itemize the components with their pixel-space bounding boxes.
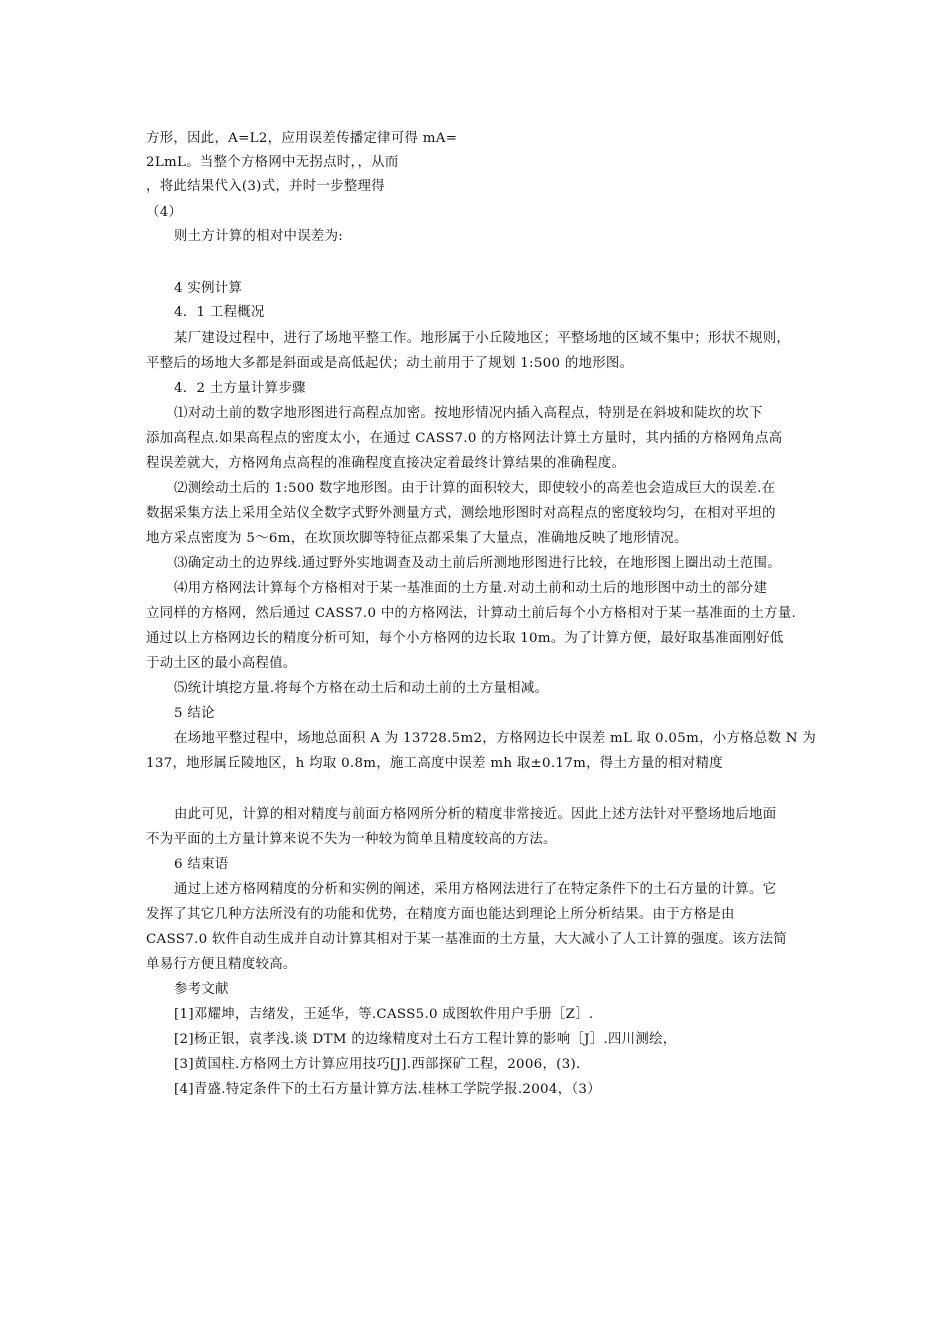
equation-number: （4） (146, 205, 183, 220)
text-line: 地方采点密度为 5～6m，在坎顶坎脚等特征点都采集了大量点，准确地反映了地形情况。 (146, 531, 688, 546)
text-line: 方形，因此，A=L2，应用误差传播定律可得 mA= (146, 131, 458, 146)
section-heading: 4 实例计算 (174, 281, 243, 296)
text-line: 在场地平整过程中，场地总面积 A 为 13728.5m2，方格网边长中误差 mL 取 0.05m，小方格总数 N 为 (174, 731, 817, 746)
text-line: CASS7.0 软件自动生成并自动计算其相对于某一基准面的土方量，大大减小了人工计算的强度。该方法简 (146, 932, 787, 947)
text-line: 立同样的方格网，然后通过 CASS7.0 中的方格网法，计算动土前后每个小方格相对于某一基准面的土方量. (146, 606, 797, 621)
text-line: 平整后的场地大多都是斜面或是高低起伏；动土前用于了规划 1:500 的地形图。 (146, 356, 634, 371)
references-heading: 参考文献 (174, 982, 229, 997)
text-line: ⑴对动土前的数字地形图进行高程点加密。按地形情况内插入高程点，特别是在斜坡和陡坎的坎下 (174, 406, 763, 421)
text-line: ⑶确定动土的边界线.通过野外实地调查及动土前后所测地形图进行比较，在地形图上圈出动土范围。 (174, 556, 781, 571)
text-line: 数据采集方法上采用全站仪全数字式野外测量方式，测绘地形图时对高程点的密度较均匀，在相对平坦的 (146, 506, 776, 521)
text-line: ⑷用方格网法计算每个方格相对于某一基准面的土方量.对动土前和动土后的地形图中动土的部分建 (174, 581, 768, 596)
text-line: 于动土区的最小高程值。 (146, 656, 297, 671)
text-line: 某厂建设过程中，进行了场地平整工作。地形属于小丘陵地区；平整场地的区域不集中；形状不规则， (174, 331, 791, 346)
text-line: ，将此结果代入(3)式，并时一步整理得 (146, 179, 385, 194)
reference-item: [2]杨正银，袁孝浅.谈 DTM 的边缘精度对土石方工程计算的影响［J］.四川测绘， (174, 1032, 677, 1047)
text-line: 单易行方便且精度较高。 (146, 957, 297, 972)
text-line: 由此可见，计算的相对精度与前面方格网所分析的精度非常接近。因此上述方法针对平整场地后地面 (174, 807, 777, 822)
text-line: 添加高程点.如果高程点的密度太小，在通过 CASS7.0 的方格网法计算土方量时，其内插的方格网角点高 (146, 431, 783, 446)
text-line: 发挥了其它几种方法所没有的功能和优势，在精度方面也能达到理论上所分析结果。由于方格是由 (146, 907, 735, 922)
text-line: 通过上述方格网精度的分析和实例的阐述，采用方格网法进行了在特定条件下的土石方量的计算。它 (174, 882, 777, 897)
text-line: 2LmL。当整个方格网中无拐点时，，从而 (146, 155, 399, 170)
text-line: ⑵测绘动土后的 1:500 数字地形图。由于计算的面积较大，即使较小的高差也会造成巨大的误差.在 (174, 481, 776, 496)
text-line: 程误差就大，方格网角点高程的准确程度直接决定着最终计算结果的准确程度。 (146, 456, 626, 471)
reference-item: [3]黄国柱.方格网土方计算应用技巧[J].西部探矿工程，2006，(3). (174, 1057, 581, 1072)
text-line: ⑸统计填挖方量.将每个方格在动土后和动土前的土方量相减。 (174, 681, 549, 696)
subsection-heading: 4．2 土方量计算步骤 (174, 381, 306, 396)
reference-item: [1]邓耀坤，吉绪发，王延华，等.CASS5.0 成图软件用户手册［Z］. (174, 1007, 594, 1022)
text-line: 137，地形属丘陵地区，h 均取 0.8m，施工高度中误差 mh 取±0.17m，得土方量的相对精度 (146, 756, 723, 771)
section-heading: 6 结束语 (174, 857, 229, 872)
text-line: 则土方计算的相对中误差为: (174, 229, 344, 244)
reference-item: [4]青盛.特定条件下的土石方量计算方法.桂林工学院学报.2004，（3） (174, 1082, 601, 1097)
section-heading: 5 结论 (174, 706, 215, 721)
subsection-heading: 4．1 工程概况 (174, 305, 265, 320)
text-line: 不为平面的土方量计算来说不失为一种较为简单且精度较高的方法。 (146, 832, 557, 847)
text-line: 通过以上方格网边长的精度分析可知，每个小方格网的边长取 10m。为了计算方便，最好取基准面刚好低 (146, 631, 784, 646)
